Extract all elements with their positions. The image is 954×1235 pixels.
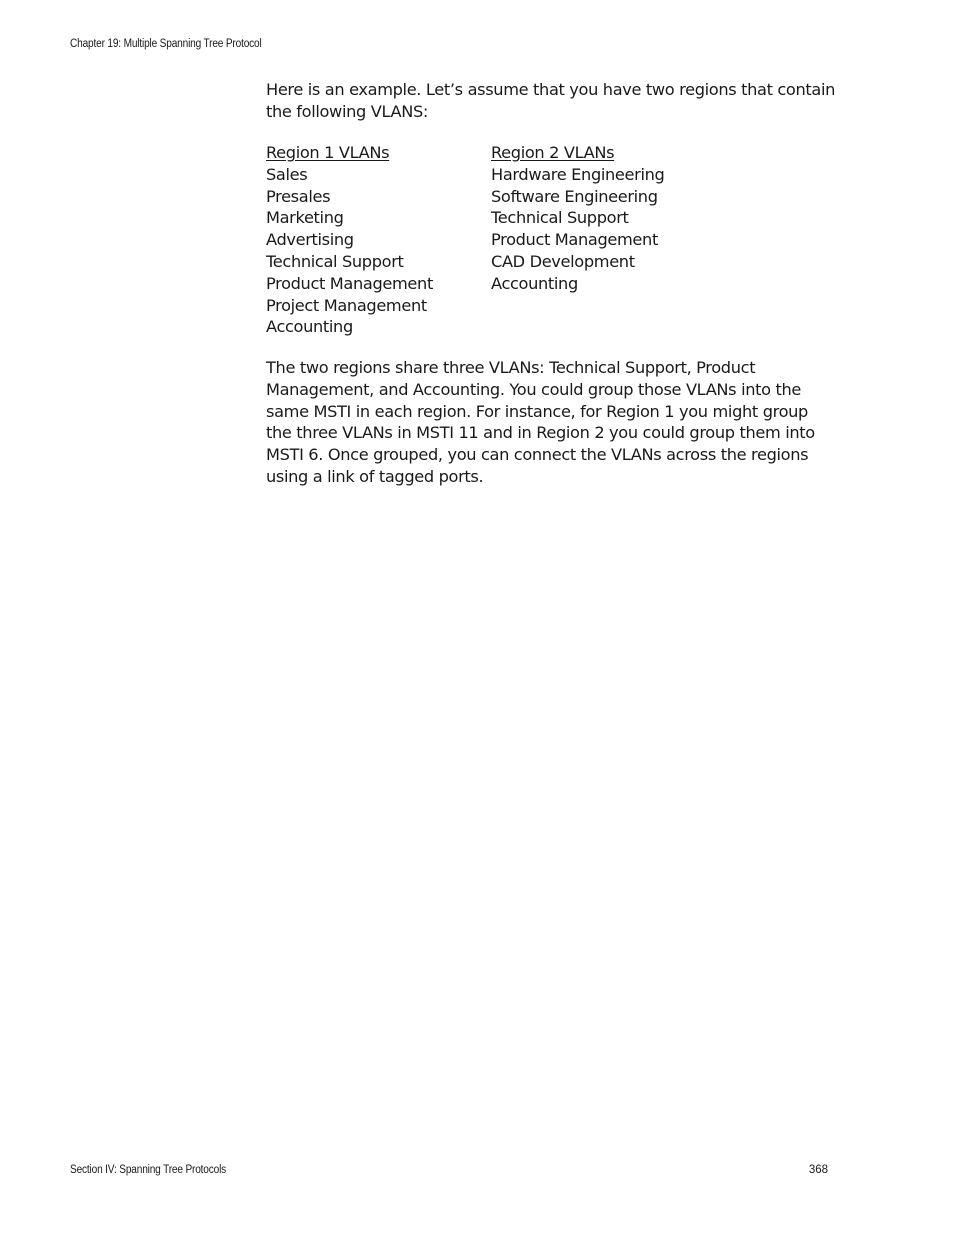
region-2-column — [491, 142, 751, 338]
region-1-column — [266, 142, 491, 338]
region-1-vlan-item: Presales — [266, 186, 331, 206]
running-header: Chapter 19: Multiple Spanning Tree Protocol — [70, 38, 262, 50]
region-2-vlan-item: Product Management — [491, 230, 658, 250]
intro-paragraph: Here is an example. Let’s assume that you have two regions that contain the following VLANS: — [266, 80, 836, 121]
region-2-heading: Region 2 VLANs — [491, 143, 615, 162]
region-1-heading: Region 1 VLANs — [266, 143, 390, 162]
region-1-vlan-item: Accounting — [266, 317, 353, 337]
summary-paragraph: The two regions share three VLANs: Technical Support, Product Management, and Accounting. You could group those VLANs into the same MSTI in each region. For instance, for Region 1 you might group the three VLANs in MSTI 11 and in Region 2 you could group them into MSTI 6. Once grouped, you can connect the VLANs across the regions using a link of tagged ports. — [266, 358, 815, 486]
footer-section-title: Section IV: Spanning Tree Protocols — [70, 1164, 227, 1176]
region-1-vlan-item: Sales — [266, 164, 308, 184]
vlan-region-table — [266, 142, 751, 338]
region-2-vlan-item: Technical Support — [491, 208, 629, 228]
region-1-vlan-item: Advertising — [266, 230, 354, 250]
region-2-vlan-item: Software Engineering — [491, 186, 658, 206]
region-1-vlan-item: Product Management — [266, 273, 433, 293]
region-2-vlan-item: Hardware Engineering — [491, 164, 665, 184]
region-1-vlan-item: Project Management — [266, 295, 427, 315]
region-2-vlan-item: CAD Development — [491, 251, 635, 271]
region-1-vlan-item: Marketing — [266, 208, 344, 228]
region-2-vlan-item: Accounting — [491, 273, 578, 293]
region-1-vlan-item: Technical Support — [266, 251, 404, 271]
page-number: 368 — [808, 1164, 828, 1176]
